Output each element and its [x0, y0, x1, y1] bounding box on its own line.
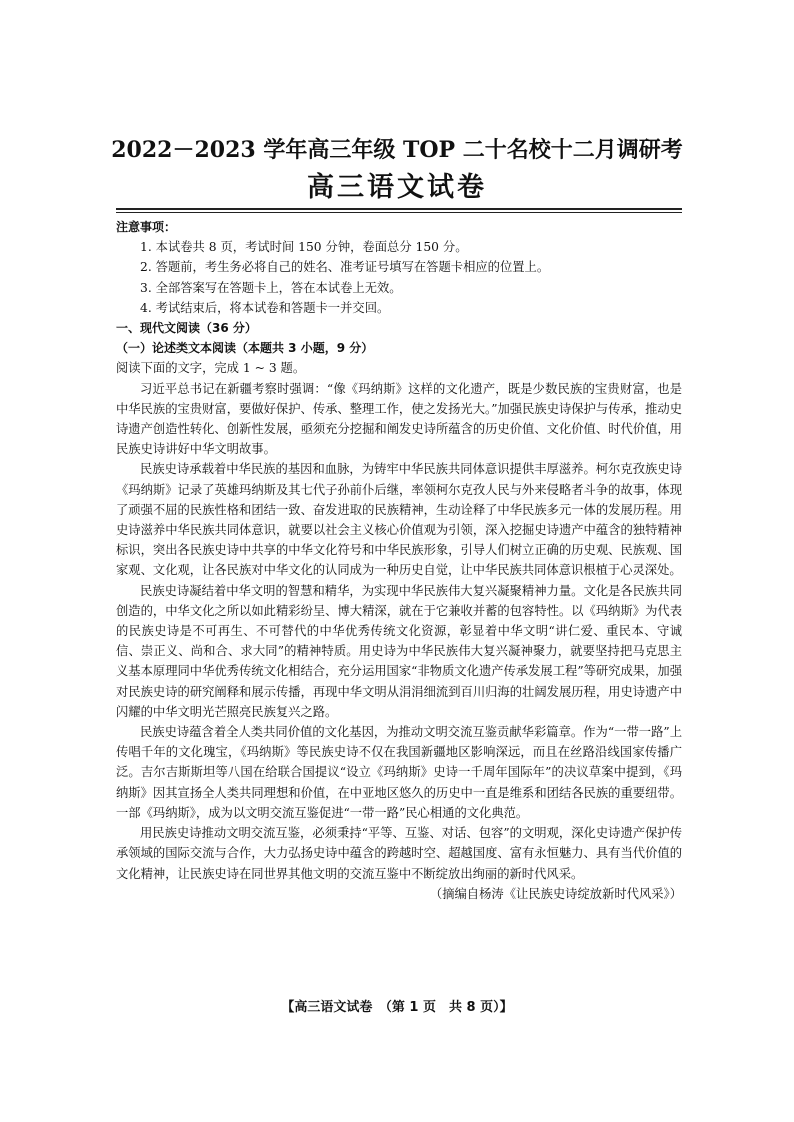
article-paragraph-5: 用民族史诗推动文明交流互鉴，必须秉持“平等、互鉴、对话、包容”的文明观，深化史诗遗产保护传承领域的国际交流与合作，大力弘扬史诗中蕴含的跨越时空、超越国度、富有永恒魅力、具有当代价值的文化精神，让民族史诗在同世界其他文明的交流互鉴中不断绽放出绚丽的新时代风采。	[116, 826, 682, 881]
exam-body	[116, 217, 682, 904]
article-paragraph-2: 民族史诗承载着中华民族的基因和血脉，为铸牢中华民族共同体意识提供丰厚滋养。柯尔克孜族史诗《玛纳斯》记录了英雄玛纳斯及其七代子孙前仆后继，率领柯尔克孜人民与外来侵略者斗争的故事，体现了顽强不屈的民族性格和团结一致、奋发进取的民族精神，生动诠释了中华民族多元一体的发展历程。用史诗滋养中华民族共同体意识，就要以社会主义核心价值观为引领，深入挖掘史诗遗产中蕴含的独特精神标识，突出各民族史诗中共享的中华文化符号和中华民族形象，引导人们树立正确的历史观、民族观、国家观、文化观，让各民族对中华文化的认同成为一种历史自觉，让中华民族共同体意识根植于心灵深处。	[116, 462, 682, 578]
notice-item-2: 2. 答题前，考生务必将自己的姓名、准考证号填写在答题卡相应的位置上。	[140, 260, 550, 275]
notice-item-3: 3. 全部答案写在答题卡上，答在本试卷上无效。	[140, 280, 402, 295]
paper-subject-title: 高三语文试卷	[307, 172, 487, 203]
subsection-heading: （一）论述类文本阅读（本题共 3 小题，9 分）	[116, 341, 374, 356]
section-heading: 一、现代文阅读（36 分）	[116, 321, 257, 336]
header-divider-thin	[116, 212, 682, 213]
exam-title: 2022－2023 学年高三年级 TOP 二十名校十二月调研考	[111, 137, 683, 163]
article-paragraph-1: 习近平总书记在新疆考察时强调：“像《玛纳斯》这样的文化遗产，既是少数民族的宝贵财富，也是中华民族的宝贵财富，要做好保护、传承、整理工作，使之发扬光大。”加强民族史诗保护与传承，推动史诗遗产创造性转化、创新性发展，亟须充分挖掘和阐发史诗所蕴含的历史价值、文化价值、时代价值，用民族史诗讲好中华文明故事。	[116, 381, 682, 457]
page-footer: 【高三语文试卷 （第 1 页 共 8 页）】	[281, 1000, 513, 1015]
article-source: （摘编自杨涛《让民族史诗绽放新时代风采》）	[429, 886, 682, 901]
notice-heading: 注意事项：	[116, 220, 177, 234]
notice-item-1: 1. 本试卷共 8 页，考试时间 150 分钟，卷面总分 150 分。	[140, 240, 468, 255]
reading-instruction: 阅读下面的文字，完成 1 ~ 3 题。	[116, 361, 306, 376]
article-paragraph-3: 民族史诗凝结着中华文明的智慧和精华，为实现中华民族伟大复兴凝聚精神力量。文化是各民族共同创造的，中华文化之所以如此精彩纷呈、博大精深，就在于它兼收并蓄的包容特性。以《玛纳斯》为代表的民族史诗是不可再生、不可替代的中华优秀传统文化资源，彰显着中华文明“讲仁爱、重民本、守诚信、崇正义、尚和合、求大同”的精神特质。用史诗为中华民族伟大复兴凝神聚力，就要坚持把马克思主义基本原理同中华优秀传统文化相结合，充分运用国家“非物质文化遗产传承发展工程”等研究成果，加强对民族史诗的研究阐释和展示传播，再现中华文明从涓涓细流到百川归海的壮阔发展历程，用史诗遗产中闪耀的中华文明光芒照亮民族复兴之路。	[116, 583, 682, 719]
header-divider-thick	[116, 208, 682, 210]
notice-item-4: 4. 考试结束后，将本试卷和答题卡一并交回。	[140, 300, 390, 315]
article-paragraph-4: 民族史诗蕴含着全人类共同价值的文化基因，为推动文明交流互鉴贡献华彩篇章。作为“一带一路”上传唱千年的文化瑰宝，《玛纳斯》等民族史诗不仅在我国新疆地区影响深远，而且在丝路沿线国家传播广泛。吉尔吉斯斯坦等八国在给联合国提议“设立《玛纳斯》史诗一千周年国际年”的决议草案中提到，《玛纳斯》因其宣扬全人类共同理想和价值，在中亚地区悠久的历史中一直是维系和团结各民族的重要纽带。一部《玛纳斯》，成为以文明交流互鉴促进“一带一路”民心相通的文化典范。	[116, 725, 682, 820]
